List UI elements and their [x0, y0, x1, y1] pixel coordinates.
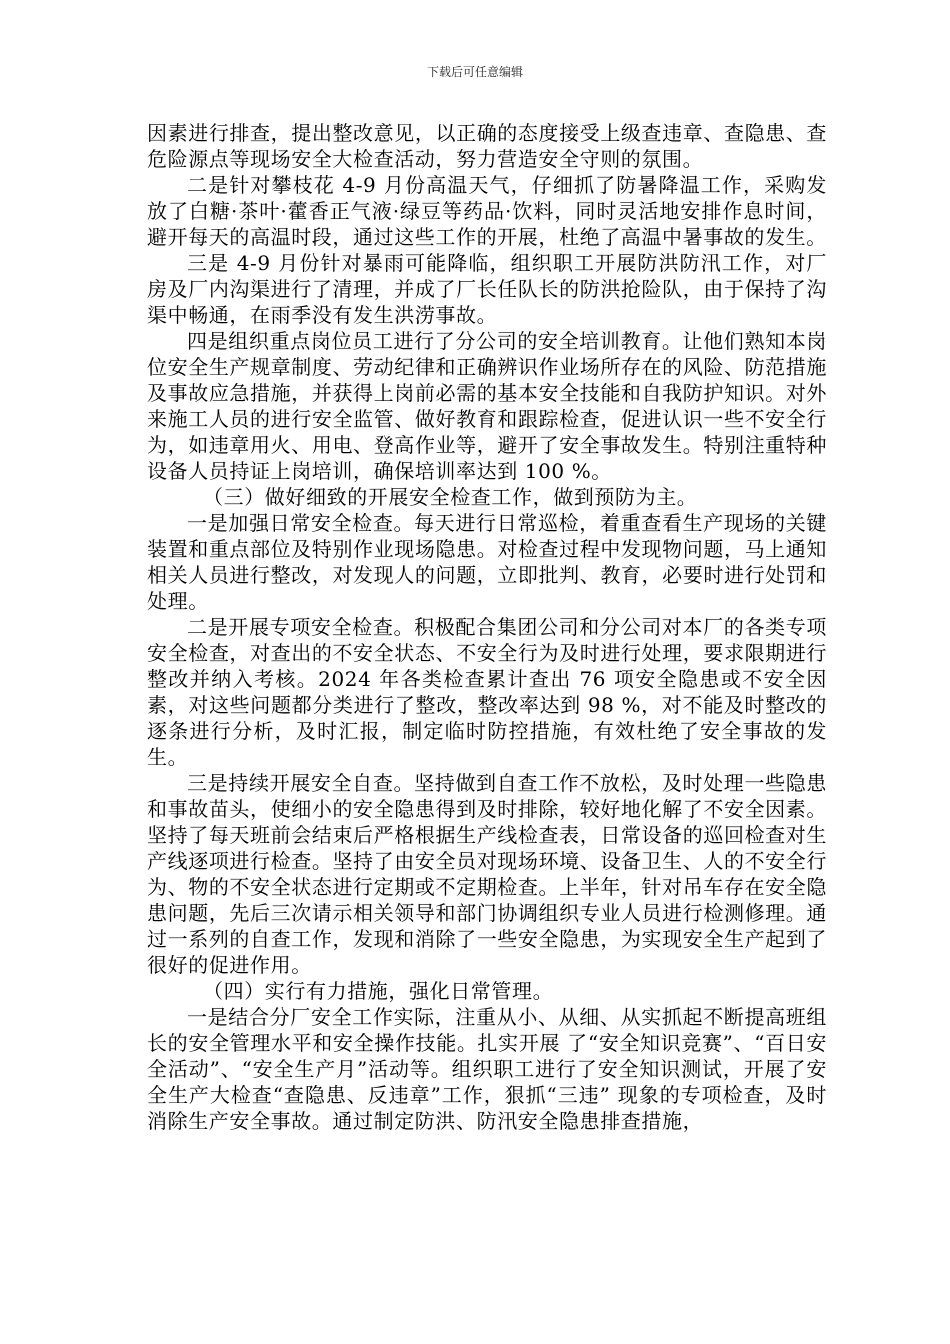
section-heading-3: （三）做好细致的开展安全检查工作，做到预防为主。: [203, 485, 698, 509]
document-body: [147, 120, 827, 1134]
paragraph-continuation: 因素进行排查，提出整改意见，以正确的态度接受上级查违章、查隐患、查危险源点等现场安全大检查活动，努力营造安全守则的氛围。: [147, 121, 827, 171]
paragraph-flood-prevention: 三是 4-9 月份针对暴雨可能降临，组织职工开展防洪防汛工作，对厂房及厂内沟渠进行了清理，并成了厂长任队长的防洪抢险队，由于保持了沟渠中畅通，在雨季没有发生洪涝事故。: [147, 251, 827, 327]
paragraph-daily-management: 一是结合分厂安全工作实际，注重从小、从细、从实抓起不断提高班组长的安全管理水平和安全操作技能。扎实开展 了“安全知识竞赛”、“百日安全活动”、“安全生产月”活动等。组织职工进行了安全知识测试，开展了安全生产大检查“查隐患、反违章”工作，狠抓“三违” 现象的专项检查，及时消除生产安全事故。通过制定防洪、防汛安全隐患排查措施，: [147, 1005, 827, 1133]
paragraph-daily-inspection: 一是加强日常安全检查。每天进行日常巡检，着重查看生产现场的关键装置和重点部位及特别作业现场隐患。对检查过程中发现物问题，马上通知相关人员进行整改，对发现人的问题，立即批判、教育，必要时进行处罚和处理。: [147, 511, 827, 613]
page-header: 下载后可任意编辑: [426, 65, 523, 79]
paragraph-special-inspection: 二是开展专项安全检查。积极配合集团公司和分公司对本厂的各类专项安全检查，对查出的不安全状态、不安全行为及时进行处理，要求限期进行整改并纳入考核。2024 年各类检查累计查出 76 项安全隐患或不安全因素，对这些问题都分类进行了整改，整改率达到 98 %，对不能及时整改的逐条进行分析，及时汇报，制定临时防控措施，有效杜绝了安全事故的发生。: [147, 615, 827, 769]
section-heading-4: （四）实行有力措施，强化日常管理。: [203, 979, 554, 1003]
paragraph-heat-prevention: 二是针对攀枝花 4-9 月份高温天气，仔细抓了防暑降温工作，采购发放了白糖·茶叶·藿香正气液·绿豆等药品·饮料，同时灵活地安排作息时间，避开每天的高温时段，通过这些工作的开展，杜绝了高温中暑事故的发生。: [147, 173, 827, 249]
paragraph-safety-training: 四是组织重点岗位员工进行了分公司的安全培训教育。让他们熟知本岗位安全生产规章制度、劳动纪律和正确辨识作业场所存在的风险、防范措施及事故应急措施，并获得上岗前必需的基本安全技能和自我防护知识。对外来施工人员的进行安全监管、做好教育和跟踪检查，促进认识一些不安全行为，如违章用火、用电、登高作业等，避开了安全事故发生。特别注重特种设备人员持证上岗培训，确保培训率达到 100 %。: [147, 329, 827, 483]
paragraph-self-inspection: 三是持续开展安全自查。坚持做到自查工作不放松，及时处理一些隐患和事故苗头，使细小的安全隐患得到及时排除，较好地化解了不安全因素。坚持了每天班前会结束后严格根据生产线检查表，日常设备的巡回检查对生产线逐项进行检查。坚持了由安全员对现场环境、设备卫生、人的不安全行为、物的不安全状态进行定期或不定期检查。上半年，针对吊车存在安全隐患问题，先后三次请示相关领导和部门协调组织专业人员进行检测修理。通过一系列的自查工作，发现和消除了一些安全隐患，为实现安全生产起到了很好的促进作用。: [147, 771, 827, 977]
